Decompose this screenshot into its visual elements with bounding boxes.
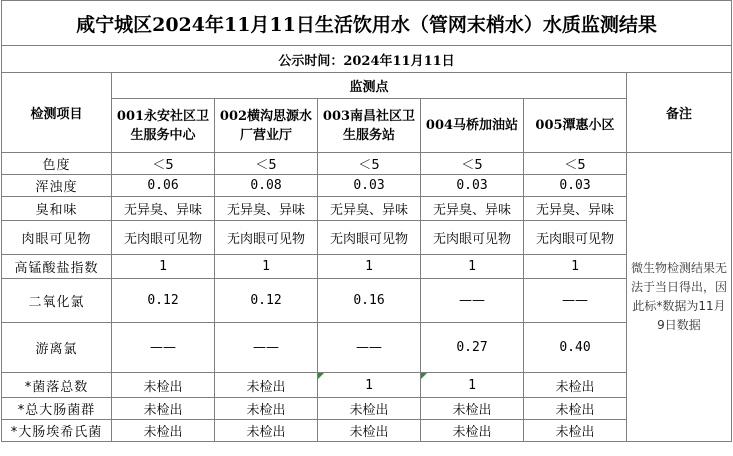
point-001-header: 001永安社区卫生服务中心	[112, 99, 215, 153]
table-cell: 未检出	[215, 420, 318, 442]
table-cell: 未检出	[215, 398, 318, 420]
monitoring-table	[1, 0, 732, 442]
table-cell: ——	[215, 323, 318, 373]
table-cell: 无肉眼可见物	[318, 221, 421, 255]
table-row	[2, 197, 732, 221]
table-cell: 未检出	[112, 373, 215, 398]
item-e-coli: *大肠埃希氏菌	[2, 420, 112, 442]
table-cell: ——	[421, 279, 524, 323]
table-row	[2, 323, 732, 373]
table-cell: 0.27	[421, 323, 524, 373]
item-free-chlorine: 游离氯	[2, 323, 112, 373]
point-005-header: 005潭惠小区	[524, 99, 627, 153]
table-cell: 无异臭、异味	[421, 197, 524, 221]
table-cell: 未检出	[421, 398, 524, 420]
table-cell: 1	[524, 255, 627, 279]
table-row	[2, 255, 732, 279]
table-cell: 0.03	[421, 175, 524, 197]
table-cell: 无肉眼可见物	[215, 221, 318, 255]
table-cell: 无肉眼可见物	[524, 221, 627, 255]
table-row	[2, 153, 732, 175]
table-cell: ＜5	[524, 153, 627, 175]
table-cell: ——	[112, 323, 215, 373]
table-cell: 0.06	[112, 175, 215, 197]
point-003-header: 003南昌社区卫生服务站	[318, 99, 421, 153]
table-cell: 1	[318, 255, 421, 279]
item-visible-matter: 肉眼可见物	[2, 221, 112, 255]
table-cell: 未检出	[215, 373, 318, 398]
table-cell: 未检出	[318, 420, 421, 442]
report-title: 咸宁城区2024年11月11日生活饮用水（管网末梢水）水质监测结果	[2, 1, 732, 46]
header-item: 检测项目	[2, 73, 112, 153]
header-remark: 备注	[627, 73, 732, 153]
table-cell: 1	[421, 255, 524, 279]
item-turbidity: 浑浊度	[2, 175, 112, 197]
table-cell: 0.08	[215, 175, 318, 197]
table-cell: 1	[112, 255, 215, 279]
item-total-coliforms: *总大肠菌群	[2, 398, 112, 420]
header-monitoring-points: 监测点	[112, 73, 627, 99]
table-cell: 0.03	[318, 175, 421, 197]
item-color: 色度	[2, 153, 112, 175]
water-quality-report	[1, 0, 731, 442]
table-cell: 未检出	[318, 398, 421, 420]
table-cell: 1	[215, 255, 318, 279]
table-cell: 未检出	[112, 398, 215, 420]
table-cell: 未检出	[524, 373, 627, 398]
table-cell: ＜5	[215, 153, 318, 175]
table-row	[2, 175, 732, 197]
remark-note: 微生物检测结果无法于当日得出，因此标*数据为11月9日数据	[627, 153, 732, 442]
table-row	[2, 221, 732, 255]
point-002-header: 002横沟思源水厂营业厅	[215, 99, 318, 153]
table-cell: 未检出	[112, 420, 215, 442]
table-cell: 0.12	[112, 279, 215, 323]
table-cell: 无异臭、异味	[215, 197, 318, 221]
table-row	[2, 398, 732, 420]
table-cell: 0.03	[524, 175, 627, 197]
table-cell: 1	[318, 373, 421, 398]
table-cell: 未检出	[421, 420, 524, 442]
table-row	[2, 420, 732, 442]
item-chlorine-dioxide: 二氧化氯	[2, 279, 112, 323]
point-004-header: 004马桥加油站	[421, 99, 524, 153]
table-cell: 0.16	[318, 279, 421, 323]
table-cell: ——	[524, 279, 627, 323]
item-total-colony-count: *菌落总数	[2, 373, 112, 398]
table-cell: 1	[421, 373, 524, 398]
table-cell: 无肉眼可见物	[112, 221, 215, 255]
item-permanganate-index: 高锰酸盐指数	[2, 255, 112, 279]
publish-time: 公示时间：2024年11月11日	[2, 46, 732, 73]
table-cell: 无异臭、异味	[318, 197, 421, 221]
table-cell: 无异臭、异味	[112, 197, 215, 221]
table-cell: 未检出	[524, 420, 627, 442]
table-cell: ＜5	[421, 153, 524, 175]
table-cell: 0.40	[524, 323, 627, 373]
table-row	[2, 373, 732, 398]
table-cell: 未检出	[524, 398, 627, 420]
table-cell: ＜5	[318, 153, 421, 175]
item-odor-taste: 臭和味	[2, 197, 112, 221]
table-row	[2, 279, 732, 323]
table-cell: ＜5	[112, 153, 215, 175]
table-cell: 无肉眼可见物	[421, 221, 524, 255]
table-cell: ——	[318, 323, 421, 373]
table-cell: 0.12	[215, 279, 318, 323]
table-cell: 无异臭、异味	[524, 197, 627, 221]
